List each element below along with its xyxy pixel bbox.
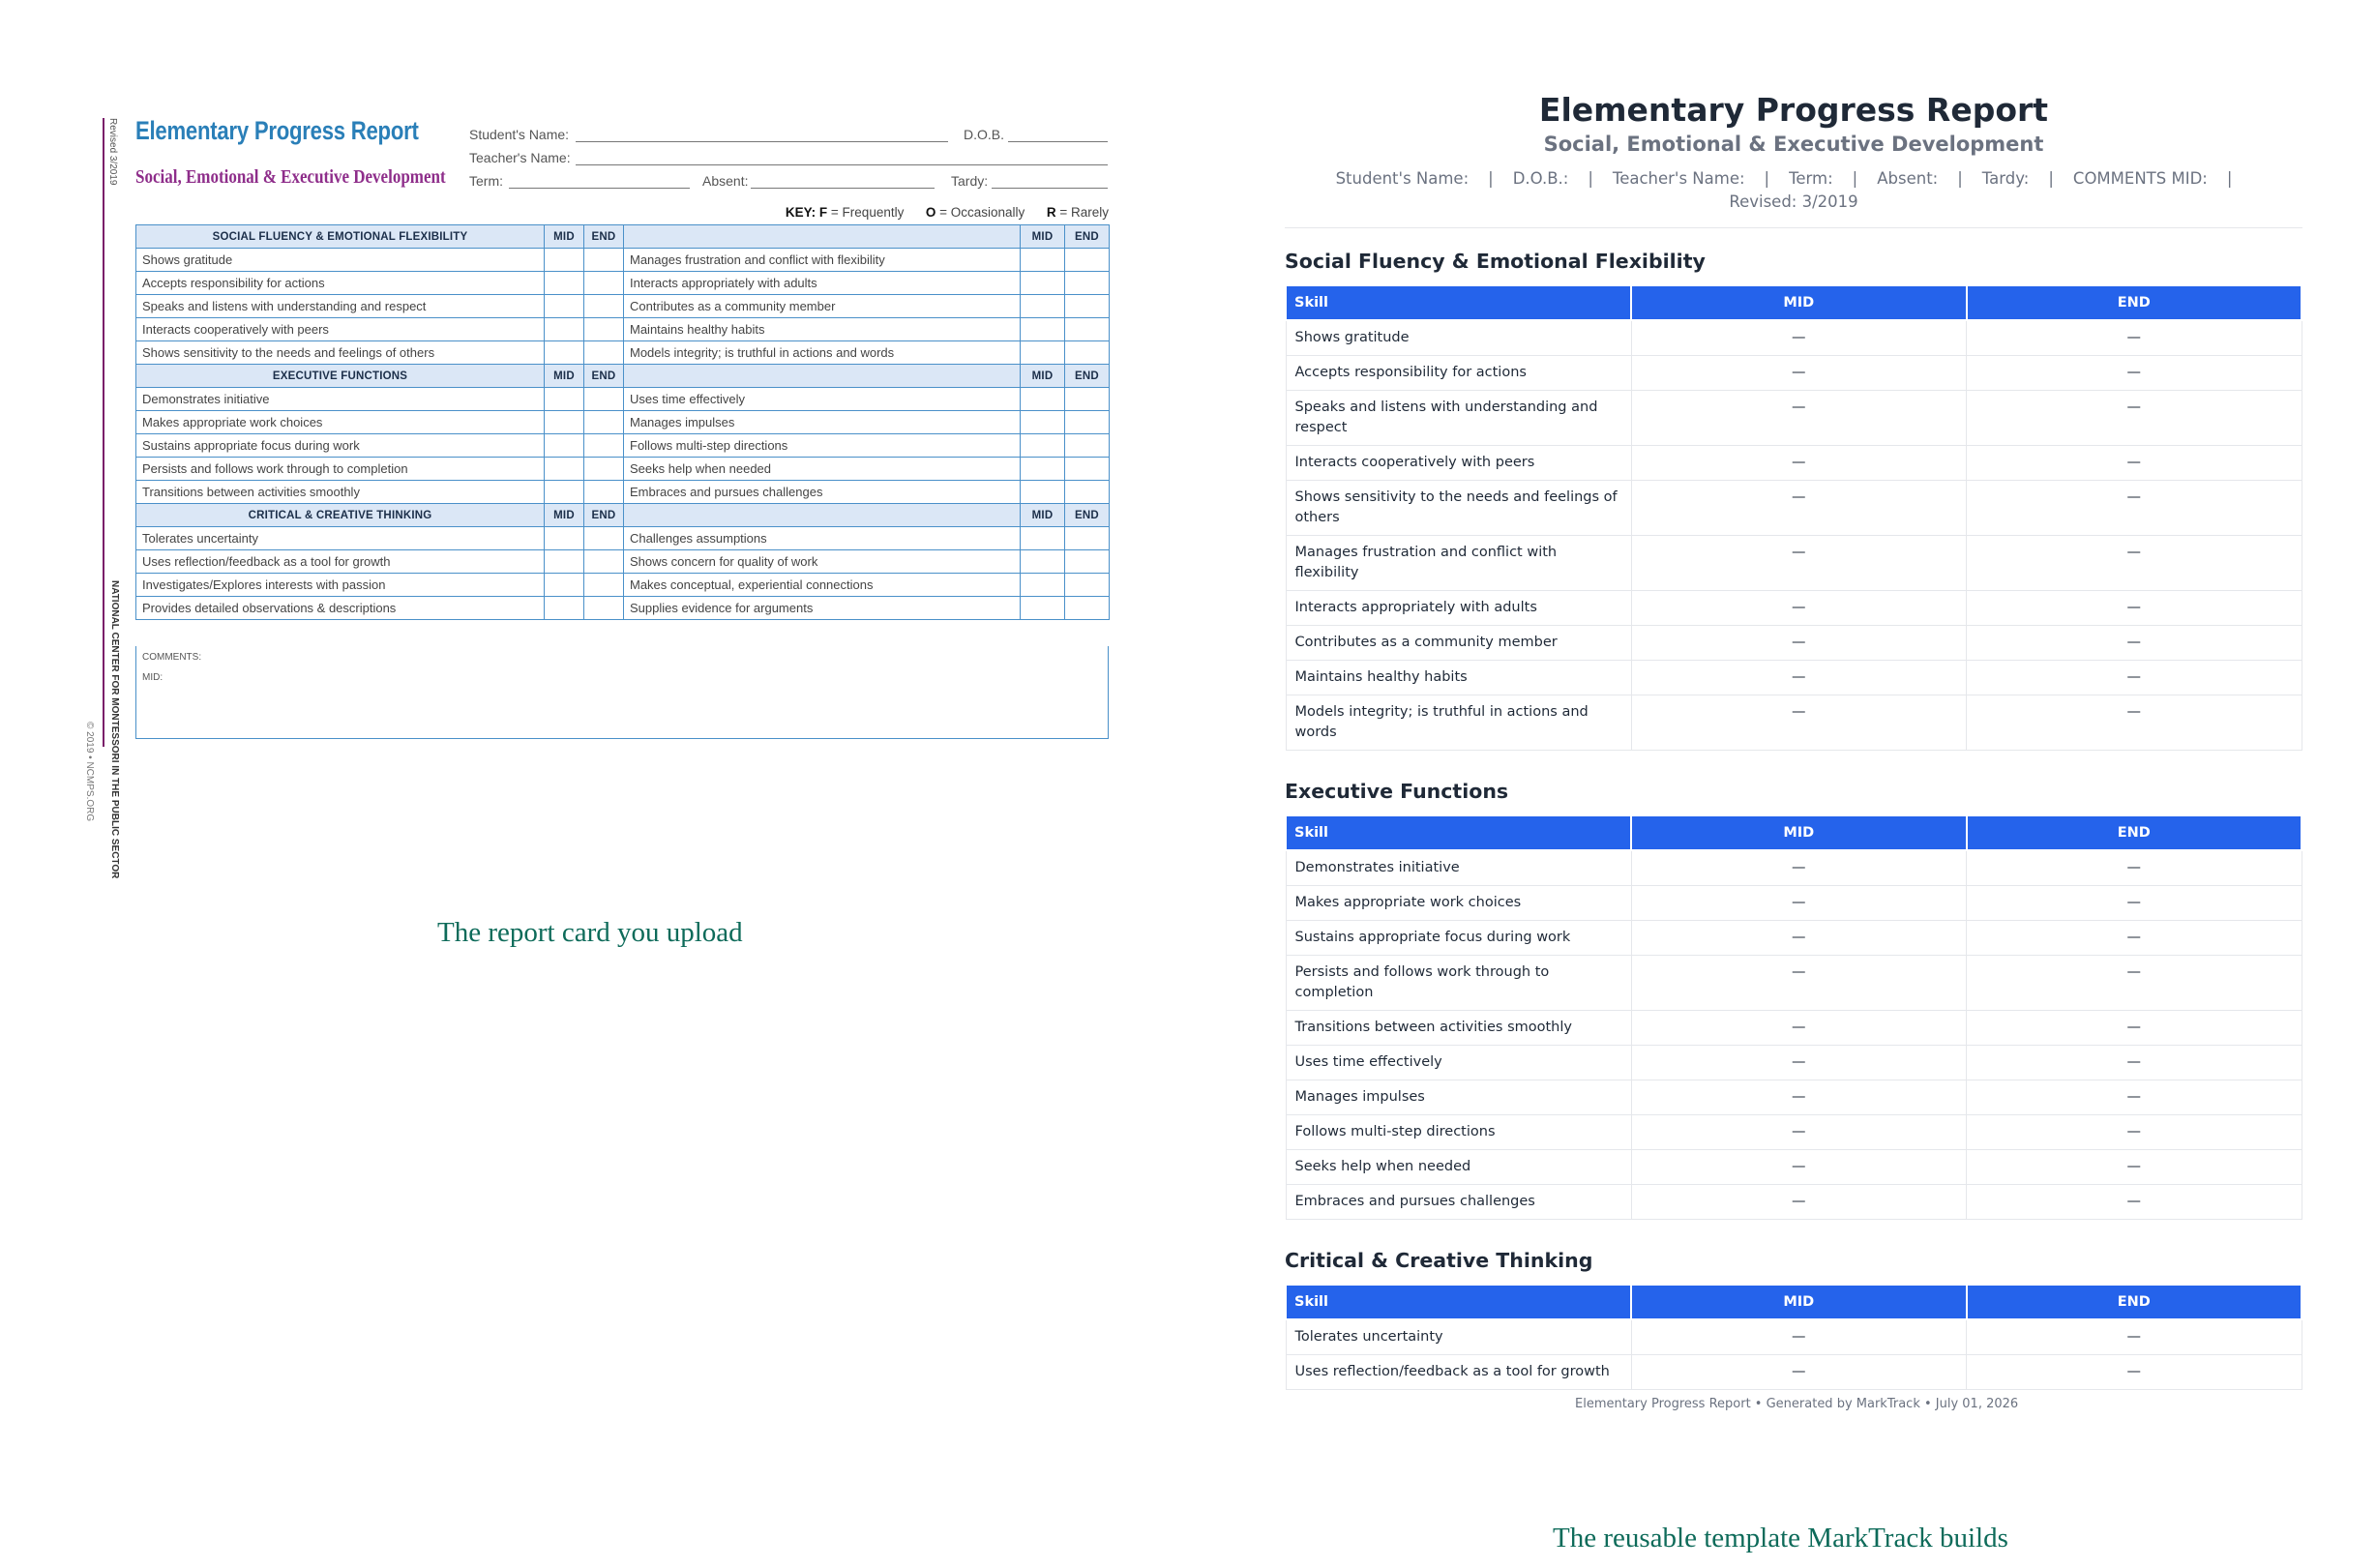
card-key-label: KEY:: [785, 205, 817, 220]
template-field-separator: |: [1488, 169, 1494, 188]
template-section-table: [1285, 284, 2302, 751]
template-skill-row: [1286, 320, 2302, 356]
template-section-title: Social Fluency & Emotional Flexibility: [1285, 250, 1706, 273]
template-end-value[interactable]: —: [1967, 446, 2302, 481]
card-mark-cell: [1021, 318, 1065, 341]
card-mark-cell: [1021, 574, 1065, 597]
card-skill-row: [136, 272, 1110, 295]
template-table-header: [1286, 285, 2302, 320]
card-mark-cell: [545, 550, 584, 574]
card-comments-mid: MID:: [142, 672, 163, 683]
template-sections: [1285, 250, 2302, 1390]
card-skill-row: [136, 458, 1110, 481]
template-end-value[interactable]: —: [1967, 661, 2302, 695]
template-end-value[interactable]: —: [1967, 481, 2302, 536]
template-revised: Revised: 3/2019: [1729, 192, 1858, 211]
template-mid-value[interactable]: —: [1631, 695, 1967, 751]
card-skill-left: Shows sensitivity to the needs and feelings of others: [136, 341, 545, 365]
card-side-rule: [103, 118, 104, 747]
card-skill-right: Makes conceptual, experiential connections: [624, 574, 1021, 597]
template-skill-row: [1286, 956, 2302, 1011]
template-col-end: END: [1967, 815, 2302, 850]
template-table-header: [1286, 815, 2302, 850]
template-mid-value[interactable]: —: [1631, 320, 1967, 356]
card-title: Elementary Progress Report: [135, 116, 419, 145]
template-field: Teacher's Name:: [1612, 169, 1745, 188]
template-skill-name: Accepts responsibility for actions: [1286, 356, 1631, 391]
card-mark-cell: [1021, 481, 1065, 504]
card-skill-left: Makes appropriate work choices: [136, 411, 545, 434]
template-skill-name: Models integrity; is truthful in actions and words: [1286, 695, 1631, 751]
card-skill-left: Tolerates uncertainty: [136, 527, 545, 550]
card-mark-cell: [1021, 272, 1065, 295]
template-mid-value[interactable]: —: [1631, 921, 1967, 956]
card-skill-right: Maintains healthy habits: [624, 318, 1021, 341]
template-field-separator: |: [2048, 169, 2054, 188]
card-skill-row: [136, 481, 1110, 504]
card-skill-row: [136, 295, 1110, 318]
card-mark-cell: [1021, 249, 1065, 272]
card-skill-left: Speaks and listens with understanding and respect: [136, 295, 545, 318]
template-end-value[interactable]: —: [1967, 1080, 2302, 1115]
card-mark-cell: [1021, 597, 1065, 620]
card-skill-right: Uses time effectively: [624, 388, 1021, 411]
template-skill-name: Speaks and listens with understanding and respect: [1286, 391, 1631, 446]
template-skill-row: [1286, 1115, 2302, 1150]
template-col-skill: Skill: [1286, 285, 1631, 320]
card-skill-row: [136, 411, 1110, 434]
caption-left: The report card you upload: [437, 917, 743, 948]
template-skill-row: [1286, 591, 2302, 626]
card-col-mid: MID: [545, 365, 584, 388]
card-mark-cell: [584, 434, 624, 458]
card-mark-cell: [1065, 597, 1110, 620]
card-skill-left: Persists and follows work through to completion: [136, 458, 545, 481]
template-skill-row: [1286, 921, 2302, 956]
template-skill-name: Interacts appropriately with adults: [1286, 591, 1631, 626]
card-key-o: O: [925, 205, 936, 220]
template-col-mid: MID: [1631, 1285, 1967, 1319]
card-mark-cell: [545, 341, 584, 365]
template-skill-name: Uses time effectively: [1286, 1046, 1631, 1080]
card-section-header: [136, 225, 1110, 249]
template-skill-name: Follows multi-step directions: [1286, 1115, 1631, 1150]
card-skill-row: [136, 434, 1110, 458]
template-skill-row: [1286, 1150, 2302, 1185]
card-mark-cell: [1065, 458, 1110, 481]
template-skill-name: Uses reflection/feedback as a tool for growth: [1286, 1355, 1631, 1390]
card-skill-left: Investigates/Explores interests with passion: [136, 574, 545, 597]
card-section-header: [136, 365, 1110, 388]
template-section-table: [1285, 1284, 2302, 1390]
template-end-value[interactable]: —: [1967, 1115, 2302, 1150]
card-skill-left: Interacts cooperatively with peers: [136, 318, 545, 341]
card-mark-cell: [1021, 434, 1065, 458]
card-skill-right: Interacts appropriately with adults: [624, 272, 1021, 295]
card-field-dob-line: [1008, 141, 1108, 142]
card-field-tardy: Tardy:: [951, 173, 989, 189]
template-field: Student's Name:: [1335, 169, 1470, 188]
card-key-o-text: = Occasionally: [939, 205, 1025, 220]
card-mark-cell: [584, 295, 624, 318]
card-mark-cell: [584, 597, 624, 620]
card-mark-cell: [584, 318, 624, 341]
card-field-term-line: [509, 188, 690, 189]
template-end-value[interactable]: —: [1967, 921, 2302, 956]
card-skill-row: [136, 574, 1110, 597]
template-mid-value[interactable]: —: [1631, 446, 1967, 481]
card-section-header: [136, 504, 1110, 527]
card-mark-cell: [1021, 341, 1065, 365]
card-mark-cell: [545, 574, 584, 597]
card-field-student-line: [576, 141, 948, 142]
card-skill-left: Transitions between activities smoothly: [136, 481, 545, 504]
template-skill-name: Embraces and pursues challenges: [1286, 1185, 1631, 1220]
template-end-value[interactable]: —: [1967, 356, 2302, 391]
template-subtitle: Social, Emotional & Executive Development: [1543, 133, 2044, 156]
card-skill-row: [136, 597, 1110, 620]
card-col-mid: MID: [1021, 504, 1065, 527]
card-mark-cell: [1065, 434, 1110, 458]
template-skill-name: Seeks help when needed: [1286, 1150, 1631, 1185]
card-key-r: R: [1046, 205, 1056, 220]
card-mark-cell: [1021, 527, 1065, 550]
card-col-blank: [624, 225, 1021, 249]
card-skill-left: Shows gratitude: [136, 249, 545, 272]
template-skill-name: Demonstrates initiative: [1286, 850, 1631, 886]
card-mark-cell: [1065, 574, 1110, 597]
card-skill-right: Manages frustration and conflict with flexibility: [624, 249, 1021, 272]
template-mid-value[interactable]: —: [1631, 1355, 1967, 1390]
card-mark-cell: [545, 458, 584, 481]
template-skill-name: Contributes as a community member: [1286, 626, 1631, 661]
template-end-value[interactable]: —: [1967, 1185, 2302, 1220]
card-key: [786, 205, 1109, 220]
template-end-value[interactable]: —: [1967, 850, 2302, 886]
card-key-r-text: = Rarely: [1059, 205, 1109, 220]
template-skill-row: [1286, 1011, 2302, 1046]
template-mid-value[interactable]: —: [1631, 591, 1967, 626]
template-table-header: [1286, 1285, 2302, 1319]
card-mark-cell: [584, 411, 624, 434]
card-mark-cell: [1021, 550, 1065, 574]
card-skills-grid: [135, 224, 1110, 620]
card-field-dob: D.O.B.: [964, 127, 1005, 142]
card-skill-row: [136, 550, 1110, 574]
template-footer: Elementary Progress Report • Generated by MarkTrack • July 01, 2026: [1575, 1397, 2019, 1411]
card-skill-right: Seeks help when needed: [624, 458, 1021, 481]
template-section-title: Critical & Creative Thinking: [1285, 1249, 1593, 1272]
card-skill-row: [136, 527, 1110, 550]
template-skill-name: Tolerates uncertainty: [1286, 1319, 1631, 1355]
template-field: Term:: [1789, 169, 1833, 188]
card-col-end: END: [1065, 504, 1110, 527]
template-skill-name: Makes appropriate work choices: [1286, 886, 1631, 921]
card-mark-cell: [1065, 481, 1110, 504]
template-mid-value[interactable]: —: [1631, 886, 1967, 921]
card-copyright: © 2019 • NCMPS.ORG: [84, 722, 95, 822]
card-skill-left: Sustains appropriate focus during work: [136, 434, 545, 458]
template-title: Elementary Progress Report: [1538, 91, 2049, 129]
card-mark-cell: [545, 272, 584, 295]
template-field-separator: |: [1957, 169, 1963, 188]
template-skill-name: Shows gratitude: [1286, 320, 1631, 356]
template-mid-value[interactable]: —: [1631, 356, 1967, 391]
template-skill-row: [1286, 1185, 2302, 1220]
card-skill-right: Manages impulses: [624, 411, 1021, 434]
template-skill-name: Sustains appropriate focus during work: [1286, 921, 1631, 956]
card-col-blank: [624, 504, 1021, 527]
template-mid-value[interactable]: —: [1631, 481, 1967, 536]
card-mark-cell: [584, 341, 624, 365]
card-col-mid: MID: [1021, 365, 1065, 388]
template-field: Tardy:: [1981, 169, 2030, 188]
card-mark-cell: [1065, 527, 1110, 550]
card-mark-cell: [545, 527, 584, 550]
template-mid-value[interactable]: —: [1631, 626, 1967, 661]
card-field-term: Term:: [469, 173, 503, 189]
card-mark-cell: [1021, 388, 1065, 411]
card-skill-right: Models integrity; is truthful in actions and words: [624, 341, 1021, 365]
card-mark-cell: [545, 434, 584, 458]
template-skill-row: [1286, 626, 2302, 661]
template-skill-row: [1286, 446, 2302, 481]
template-end-value[interactable]: —: [1967, 956, 2302, 1011]
card-mark-cell: [584, 458, 624, 481]
template-end-value[interactable]: —: [1967, 391, 2302, 446]
card-skill-row: [136, 388, 1110, 411]
card-skill-right: Supplies evidence for arguments: [624, 597, 1021, 620]
card-field-teacher-line: [576, 164, 1108, 165]
template-skill-row: [1286, 1046, 2302, 1080]
template-mid-value[interactable]: —: [1631, 536, 1967, 591]
template-mid-value[interactable]: —: [1631, 1046, 1967, 1080]
template-skill-row: [1286, 1319, 2302, 1355]
card-comments-label: COMMENTS:: [142, 652, 202, 663]
card-col-end: END: [584, 225, 624, 249]
card-col-end: END: [1065, 365, 1110, 388]
template-fields-row: [1285, 167, 2302, 191]
generated-template: [1285, 85, 2302, 1430]
template-col-skill: Skill: [1286, 1285, 1631, 1319]
template-fields: [1285, 167, 2302, 214]
template-skill-name: Maintains healthy habits: [1286, 661, 1631, 695]
template-divider: [1285, 227, 2302, 228]
template-skill-row: [1286, 661, 2302, 695]
card-mark-cell: [1065, 272, 1110, 295]
card-mark-cell: [584, 249, 624, 272]
card-skill-left: Provides detailed observations & descriptions: [136, 597, 545, 620]
card-mark-cell: [584, 272, 624, 295]
card-mark-cell: [1021, 295, 1065, 318]
template-skill-name: Shows sensitivity to the needs and feelings of others: [1286, 481, 1631, 536]
template-end-value[interactable]: —: [1967, 886, 2302, 921]
template-col-mid: MID: [1631, 815, 1967, 850]
template-mid-value[interactable]: —: [1631, 850, 1967, 886]
card-mark-cell: [545, 295, 584, 318]
card-skill-right: Follows multi-step directions: [624, 434, 1021, 458]
template-mid-value[interactable]: —: [1631, 1011, 1967, 1046]
template-end-value[interactable]: —: [1967, 536, 2302, 591]
card-mark-cell: [1065, 341, 1110, 365]
card-col-mid: MID: [1021, 225, 1065, 249]
card-mark-cell: [1065, 318, 1110, 341]
card-mark-cell: [584, 527, 624, 550]
template-skill-name: Transitions between activities smoothly: [1286, 1011, 1631, 1046]
card-skill-row: [136, 341, 1110, 365]
template-end-value[interactable]: —: [1967, 695, 2302, 751]
template-field-separator: |: [1764, 169, 1770, 188]
card-skill-row: [136, 249, 1110, 272]
template-end-value[interactable]: —: [1967, 1355, 2302, 1390]
template-field: COMMENTS MID:: [2072, 169, 2208, 188]
card-mark-cell: [1065, 249, 1110, 272]
template-mid-value[interactable]: —: [1631, 661, 1967, 695]
card-mark-cell: [545, 411, 584, 434]
template-skill-row: [1286, 886, 2302, 921]
card-skill-right: Shows concern for quality of work: [624, 550, 1021, 574]
card-skill-left: Demonstrates initiative: [136, 388, 545, 411]
template-skill-row: [1286, 391, 2302, 446]
card-section-heading: CRITICAL & CREATIVE THINKING: [136, 504, 545, 527]
card-mark-cell: [1065, 550, 1110, 574]
card-mark-cell: [1065, 295, 1110, 318]
template-skill-name: Interacts cooperatively with peers: [1286, 446, 1631, 481]
template-end-value[interactable]: —: [1967, 1150, 2302, 1185]
card-field-tardy-line: [992, 188, 1108, 189]
template-end-value[interactable]: —: [1967, 1319, 2302, 1355]
template-skill-name: Manages frustration and conflict with flexibility: [1286, 536, 1631, 591]
template-col-end: END: [1967, 1285, 2302, 1319]
card-col-end: END: [1065, 225, 1110, 249]
template-section-table: [1285, 814, 2302, 1220]
card-revised-label: Revised 3/2019: [107, 118, 118, 186]
template-end-value[interactable]: —: [1967, 1011, 2302, 1046]
template-mid-value[interactable]: —: [1631, 1150, 1967, 1185]
template-field: D.O.B.:: [1512, 169, 1569, 188]
card-section-heading: SOCIAL FLUENCY & EMOTIONAL FLEXIBILITY: [136, 225, 545, 249]
template-mid-value[interactable]: —: [1631, 1319, 1967, 1355]
card-mark-cell: [545, 597, 584, 620]
template-mid-value[interactable]: —: [1631, 391, 1967, 446]
template-field-separator: |: [2226, 169, 2233, 188]
card-col-mid: MID: [545, 225, 584, 249]
card-field-absent: Absent:: [702, 173, 749, 189]
card-skill-row: [136, 318, 1110, 341]
card-skill-left: Accepts responsibility for actions: [136, 272, 545, 295]
template-skill-name: Manages impulses: [1286, 1080, 1631, 1115]
card-mark-cell: [545, 481, 584, 504]
card-key-f-text: = Frequently: [830, 205, 905, 220]
card-col-end: END: [584, 504, 624, 527]
template-mid-value[interactable]: —: [1631, 956, 1967, 1011]
card-mark-cell: [545, 249, 584, 272]
card-mark-cell: [545, 318, 584, 341]
template-field-separator: |: [1588, 169, 1593, 188]
card-col-end: END: [584, 365, 624, 388]
card-comments-box: [135, 646, 1109, 739]
template-end-value[interactable]: —: [1967, 591, 2302, 626]
template-skill-row: [1286, 481, 2302, 536]
card-mark-cell: [1021, 458, 1065, 481]
caption-right: The reusable template MarkTrack builds: [1553, 1523, 2008, 1553]
template-skill-row: [1286, 536, 2302, 591]
card-mark-cell: [584, 550, 624, 574]
card-section-heading: EXECUTIVE FUNCTIONS: [136, 365, 545, 388]
card-org-label: NATIONAL CENTER FOR MONTESSORI IN THE PUBLIC SECTOR: [109, 580, 120, 879]
template-skill-row: [1286, 356, 2302, 391]
template-skill-row: [1286, 850, 2302, 886]
card-mark-cell: [584, 481, 624, 504]
card-field-teacher: Teacher's Name:: [469, 150, 571, 165]
card-mark-cell: [545, 388, 584, 411]
template-col-skill: Skill: [1286, 815, 1631, 850]
template-field-separator: |: [1852, 169, 1858, 188]
card-mark-cell: [1065, 411, 1110, 434]
card-key-f: F: [818, 205, 828, 220]
template-skill-name: Persists and follows work through to completion: [1286, 956, 1631, 1011]
template-skill-row: [1286, 1355, 2302, 1390]
template-skill-row: [1286, 695, 2302, 751]
card-skill-right: Embraces and pursues challenges: [624, 481, 1021, 504]
template-col-end: END: [1967, 285, 2302, 320]
card-skill-right: Contributes as a community member: [624, 295, 1021, 318]
template-end-value[interactable]: —: [1967, 1046, 2302, 1080]
template-section-title: Executive Functions: [1285, 780, 1509, 803]
card-field-absent-line: [751, 188, 935, 189]
card-col-blank: [624, 365, 1021, 388]
card-col-mid: MID: [545, 504, 584, 527]
card-mark-cell: [584, 574, 624, 597]
card-field-student: Student's Name:: [469, 127, 570, 142]
template-mid-value[interactable]: —: [1631, 1080, 1967, 1115]
uploaded-report-card: [77, 106, 1122, 879]
template-skill-row: [1286, 1080, 2302, 1115]
card-mark-cell: [584, 388, 624, 411]
template-mid-value[interactable]: —: [1631, 1115, 1967, 1150]
template-mid-value[interactable]: —: [1631, 1185, 1967, 1220]
card-skill-left: Uses reflection/feedback as a tool for growth: [136, 550, 545, 574]
card-mark-cell: [1021, 411, 1065, 434]
card-mark-cell: [1065, 388, 1110, 411]
card-skill-right: Challenges assumptions: [624, 527, 1021, 550]
template-end-value[interactable]: —: [1967, 626, 2302, 661]
template-end-value[interactable]: —: [1967, 320, 2302, 356]
card-subtitle: Social, Emotional & Executive Development: [135, 166, 446, 188]
template-field: Absent:: [1877, 169, 1939, 188]
template-col-mid: MID: [1631, 285, 1967, 320]
